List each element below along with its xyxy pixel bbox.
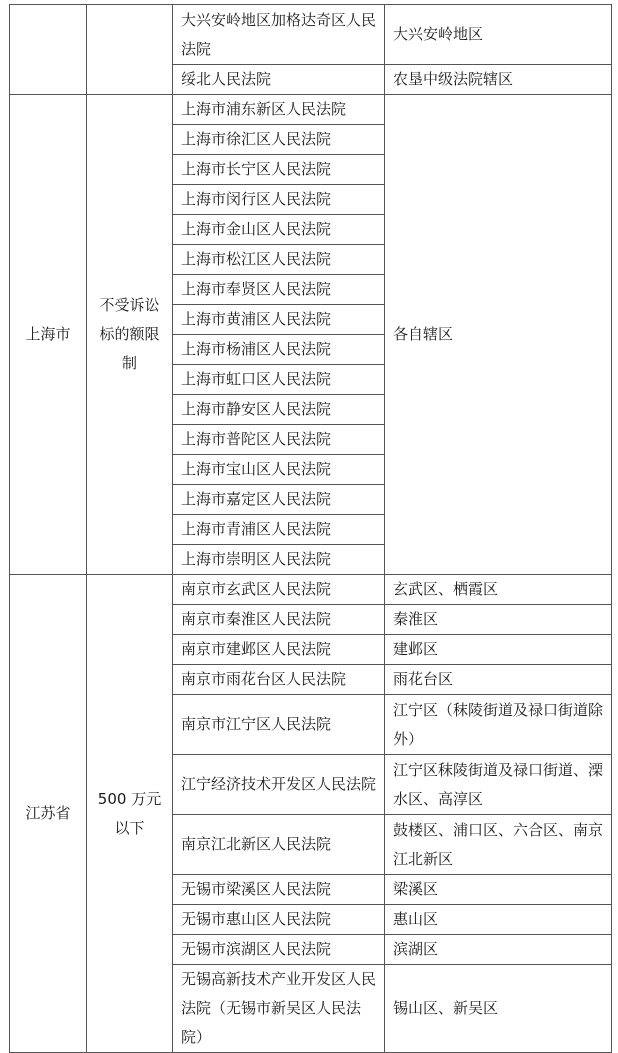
limit-cell: 不受诉讼标的额限制 bbox=[87, 95, 173, 575]
court-cell: 上海市浦东新区人民法院 bbox=[173, 95, 385, 125]
court-cell: 上海市普陀区人民法院 bbox=[173, 425, 385, 455]
court-cell: 无锡高新技术产业开发区人民法院（无锡市新吴区人民法院） bbox=[173, 965, 385, 1053]
jurisdiction-cell: 农垦中级法院辖区 bbox=[385, 65, 612, 95]
court-cell: 南京市江宁区人民法院 bbox=[173, 695, 385, 755]
court-cell: 上海市徐汇区人民法院 bbox=[173, 125, 385, 155]
jurisdiction-cell: 建邺区 bbox=[385, 635, 612, 665]
court-cell: 上海市静安区人民法院 bbox=[173, 395, 385, 425]
court-cell: 上海市闵行区人民法院 bbox=[173, 185, 385, 215]
court-cell: 南京市玄武区人民法院 bbox=[173, 575, 385, 605]
court-cell: 上海市黄浦区人民法院 bbox=[173, 305, 385, 335]
court-cell: 上海市奉贤区人民法院 bbox=[173, 275, 385, 305]
court-cell: 江宁经济技术开发区人民法院 bbox=[173, 755, 385, 815]
jurisdiction-cell: 锡山区、新吴区 bbox=[385, 965, 612, 1053]
court-jurisdiction-table bbox=[9, 4, 612, 1053]
limit-line-2: 以下 bbox=[114, 818, 145, 837]
court-cell: 上海市宝山区人民法院 bbox=[173, 455, 385, 485]
limit-line-1: 500 万元 bbox=[97, 789, 162, 808]
jurisdiction-cell: 雨花台区 bbox=[385, 665, 612, 695]
jurisdiction-cell: 江宁区（秣陵街道及禄口街道除外） bbox=[385, 695, 612, 755]
jurisdiction-cell: 各自辖区 bbox=[385, 95, 612, 575]
jurisdiction-cell: 惠山区 bbox=[385, 905, 612, 935]
jurisdiction-cell: 鼓楼区、浦口区、六合区、南京江北新区 bbox=[385, 815, 612, 875]
jurisdiction-cell: 梁溪区 bbox=[385, 875, 612, 905]
court-cell: 大兴安岭地区加格达奇区人民法院 bbox=[173, 5, 385, 65]
court-cell: 无锡市滨湖区人民法院 bbox=[173, 935, 385, 965]
court-cell: 南京市雨花台区人民法院 bbox=[173, 665, 385, 695]
limit-cell bbox=[87, 575, 173, 1053]
court-cell: 上海市嘉定区人民法院 bbox=[173, 485, 385, 515]
table-row bbox=[10, 5, 612, 65]
court-cell: 上海市青浦区人民法院 bbox=[173, 515, 385, 545]
region-cell: 江苏省 bbox=[10, 575, 87, 1053]
table-row bbox=[10, 575, 612, 605]
court-cell: 上海市崇明区人民法院 bbox=[173, 545, 385, 575]
court-cell: 上海市虹口区人民法院 bbox=[173, 365, 385, 395]
jurisdiction-cell: 江宁区秣陵街道及禄口街道、溧水区、高淳区 bbox=[385, 755, 612, 815]
court-cell: 上海市杨浦区人民法院 bbox=[173, 335, 385, 365]
region-cell: 上海市 bbox=[10, 95, 87, 575]
jurisdiction-cell: 玄武区、栖霞区 bbox=[385, 575, 612, 605]
court-cell: 绥北人民法院 bbox=[173, 65, 385, 95]
court-cell: 上海市长宁区人民法院 bbox=[173, 155, 385, 185]
court-cell: 南京市秦淮区人民法院 bbox=[173, 605, 385, 635]
court-cell: 南京江北新区人民法院 bbox=[173, 815, 385, 875]
court-cell: 无锡市惠山区人民法院 bbox=[173, 905, 385, 935]
table-row bbox=[10, 95, 612, 125]
court-cell: 无锡市梁溪区人民法院 bbox=[173, 875, 385, 905]
court-cell: 南京市建邺区人民法院 bbox=[173, 635, 385, 665]
court-cell: 上海市金山区人民法院 bbox=[173, 215, 385, 245]
jurisdiction-cell: 大兴安岭地区 bbox=[385, 5, 612, 65]
region-cell bbox=[10, 5, 87, 95]
limit-cell bbox=[87, 5, 173, 95]
jurisdiction-cell: 秦淮区 bbox=[385, 605, 612, 635]
jurisdiction-cell: 滨湖区 bbox=[385, 935, 612, 965]
court-cell: 上海市松江区人民法院 bbox=[173, 245, 385, 275]
